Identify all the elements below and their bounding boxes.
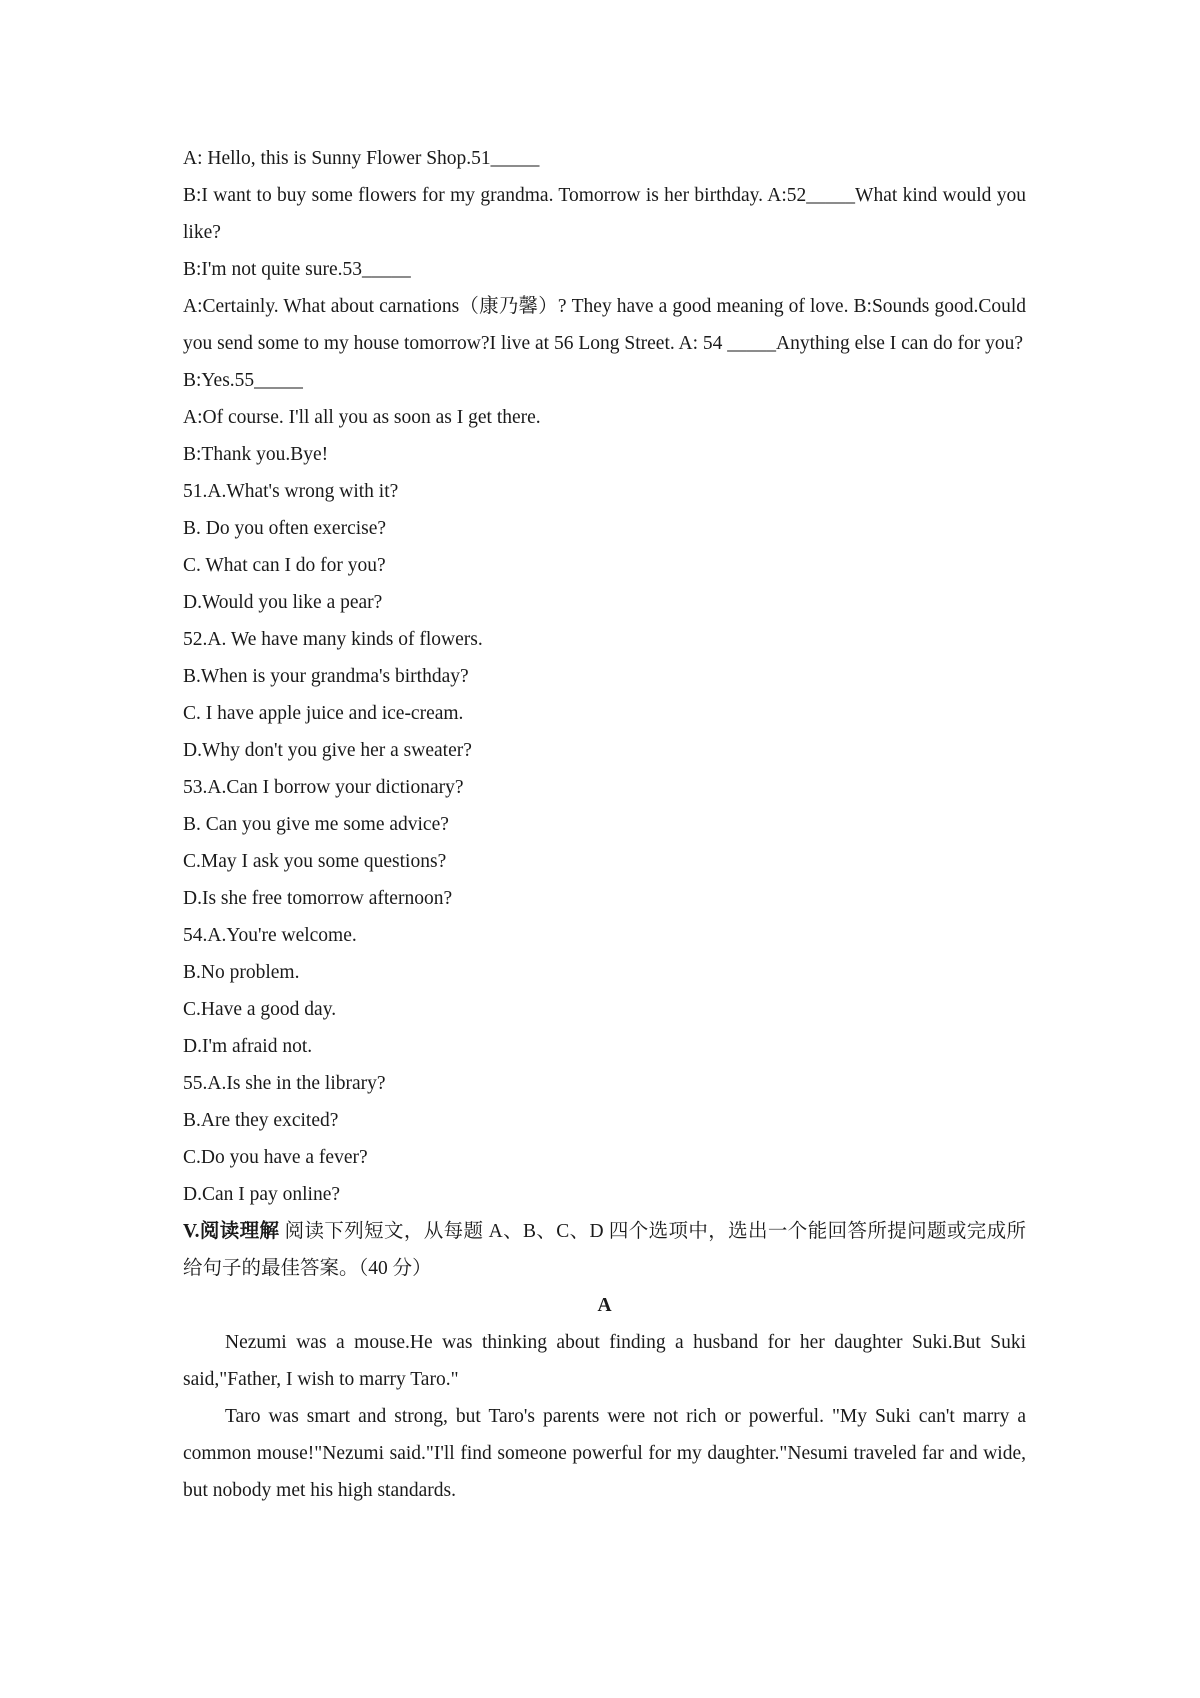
option-line: 51.A.What's wrong with it?: [183, 481, 399, 502]
option-line: D.Can I pay online?: [183, 1184, 341, 1205]
option-line: 53.A.Can I borrow your dictionary?: [183, 777, 464, 798]
option-line: D.Would you like a pear?: [183, 592, 383, 613]
option-line: D.I'm afraid not.: [183, 1036, 313, 1057]
dialogue-line: A:Of course. I'll all you as soon as I get there.: [183, 407, 541, 428]
option-line: B.No problem.: [183, 962, 300, 983]
dialogue-line: A: Hello, this is Sunny Flower Shop.51_____: [183, 148, 540, 169]
dialogue-line: B:Thank you.Bye!: [183, 444, 329, 465]
option-line: C.Do you have a fever?: [183, 1147, 368, 1168]
option-line: C.May I ask you some questions?: [183, 851, 447, 872]
dialogue-line: A:Certainly. What about carnations（康乃馨）? They have a good meaning of love. B:Sounds good.Could you send some to my house tomorrow?I live at 56 Long Street. A: 54 _____Anything else I can do for you?: [183, 296, 1026, 354]
section-v-instruction: [183, 1213, 1026, 1287]
option-line: B. Can you give me some advice?: [183, 814, 449, 835]
section-v-heading: V.阅读理解: [183, 1221, 280, 1242]
dialogue-line: B:I want to buy some flowers for my grandma. Tomorrow is her birthday. A:52_____What kind would you like?: [183, 185, 1026, 243]
document-page: [183, 140, 1026, 1509]
option-line: 55.A.Is she in the library?: [183, 1073, 386, 1094]
option-line: C.Have a good day.: [183, 999, 337, 1020]
dialogue-line: B:I'm not quite sure.53_____: [183, 259, 411, 280]
dialogue-line: B:Yes.55_____: [183, 370, 303, 391]
option-line: D.Is she free tomorrow afternoon?: [183, 888, 453, 909]
option-line: B.Are they excited?: [183, 1110, 339, 1131]
option-line: B. Do you often exercise?: [183, 518, 387, 539]
option-line: D.Why don't you give her a sweater?: [183, 740, 472, 761]
passage-paragraph: Taro was smart and strong, but Taro's parents were not rich or powerful. "My Suki can't marry a common mouse!"Nezumi said."I'll find someone powerful for my daughter."Nesumi traveled far and wide, but nobody met his high standards.: [183, 1406, 1026, 1501]
passage-label: A: [597, 1295, 612, 1316]
passage-paragraph: Nezumi was a mouse.He was thinking about finding a husband for her daughter Suki.But Suki said,"Father, I wish to marry Taro.": [183, 1332, 1026, 1390]
option-line: C. I have apple juice and ice-cream.: [183, 703, 464, 724]
option-line: C. What can I do for you?: [183, 555, 386, 576]
option-line: B.When is your grandma's birthday?: [183, 666, 469, 687]
section-v-text: 阅读下列短文，从每题 A、B、C、D 四个选项中，选出一个能回答所提问题或完成所给句子的最佳答案。（40 分）: [183, 1221, 1026, 1279]
option-line: 54.A.You're welcome.: [183, 925, 357, 946]
option-line: 52.A. We have many kinds of flowers.: [183, 629, 483, 650]
